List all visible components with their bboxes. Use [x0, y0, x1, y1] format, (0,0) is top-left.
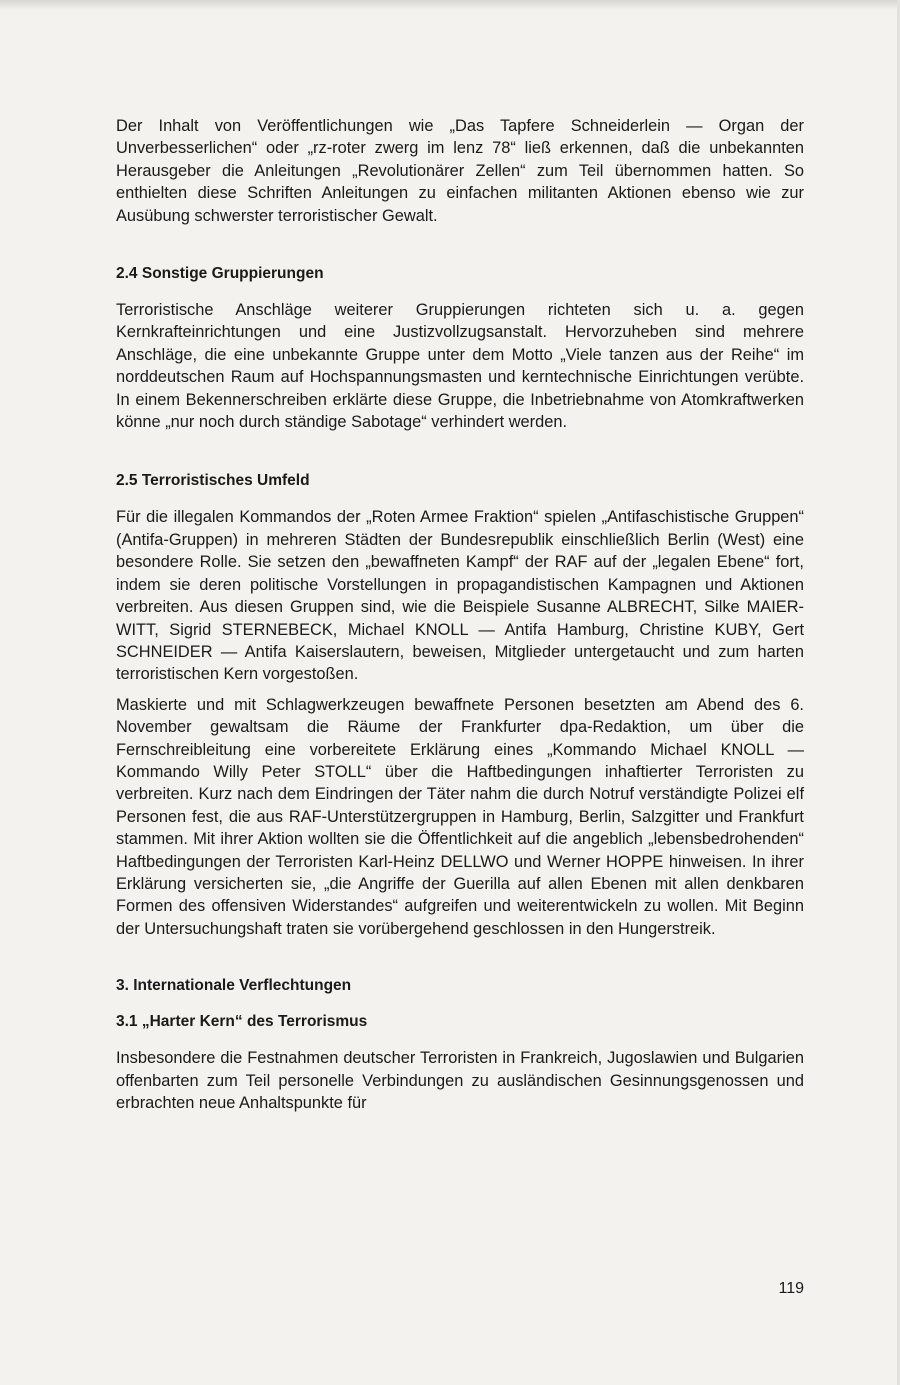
- section-2-4-heading: 2.4 Sonstige Gruppierungen: [116, 265, 324, 283]
- section-2-4-paragraph: Terroristische Anschläge weiterer Gruppierungen richteten sich u. a. gegen Kernkrafteinrichtungen und eine Justizvollzugsanstalt. Hervorzuheben sind mehrere Anschläge, die eine unbekannte Gruppe unter dem Motto „Viele tanzen aus der Reihe“ im norddeutschen Raum auf Hochspannungsmasten und kerntechnische Einrichtungen verübte. In einem Bekennerschreiben erklärte diese Gruppe, die Inbetriebnahme von Atomkraftwerken könne „nur noch durch ständige Sabotage“ verhindert werden.: [116, 301, 804, 432]
- section-2-5-paragraph-1: Für die illegalen Kommandos der „Roten Armee Fraktion“ spielen „Antifaschistische Gruppen“ (Antifa-Gruppen) in mehreren Städten der Bundesrepublik einschließlich Berlin (West) eine besondere Rolle. Sie setzen den „bewaffneten Kampf“ der RAF auf der „legalen Ebene“ fort, indem sie deren politische Vorstellungen in propagandistischen Kampagnen und Aktionen verbreiten. Aus diesen Gruppen sind, wie die Beispiele Susanne ALBRECHT, Silke MAIER-WITT, Sigrid STERNEBECK, Michael KNOLL — Antifa Hamburg, Christine KUBY, Gert SCHNEIDER — Antifa Kaiserslautern, beweisen, Mitglieder untergetaucht und zum harten terroristischen Kern vorgestoßen.: [116, 508, 804, 684]
- section-3-1-paragraph: Insbesondere die Festnahmen deutscher Terroristen in Frankreich, Jugoslawien und Bulgarien offenbarten zum Teil personelle Verbindungen zu ausländischen Gesinnungsgenossen und erbrachten neue Anhaltspunkte für: [116, 1049, 804, 1112]
- section-2-5-paragraph-2: Maskierte und mit Schlagwerkzeugen bewaffnete Personen besetzten am Abend des 6. November gewaltsam die Räume der Frankfurter dpa-Redaktion, um über die Fernschreibleitung eine vorbereitete Erklärung eines „Kommando Michael KNOLL — Kommando Willy Peter STOLL“ über die Haftbedingungen inhaftierter Terroristen zu verbreiten. Kurz nach dem Eindringen der Täter nahm die durch Notruf verständigte Polizei elf Personen fest, die aus RAF-Unterstützergruppen in Hamburg, Berlin, Salzgitter und Frankfurt stammen. Mit ihrer Aktion wollten sie die Öffentlichkeit auf die angeblich „lebensbedrohenden“ Haftbedingungen der Terroristen Karl-Heinz DELLWO und Werner HOPPE hinweisen. In ihrer Erklärung versicherten sie, „die Angriffe der Guerilla auf allen Ebenen mit allen denkbaren Formen des offensiven Widerstandes“ aufgreifen und weiterentwickeln zu wollen. Mit Beginn der Untersuchungshaft traten sie vorübergehend geschlossen in den Hungerstreik.: [116, 695, 804, 938]
- section-3-heading: 3. Internationale Verflechtungen: [116, 977, 352, 995]
- scan-top-edge: [0, 0, 900, 10]
- section-2-5-heading: 2.5 Terroristisches Umfeld: [116, 472, 310, 490]
- section-3-1-heading: 3.1 „Harter Kern“ des Terrorismus: [116, 1013, 368, 1031]
- document-page: [116, 115, 804, 1114]
- intro-paragraph: Der Inhalt von Veröffentlichungen wie „Das Tapfere Schneiderlein — Organ der Unverbesserlichen“ oder „rz-roter zwerg im lenz 78“ ließ erkennen, daß die unbekannten Herausgeber die Anleitungen „Revolutionärer Zellen“ zum Teil übernommen hatten. So enthielten diese Schriften Anleitungen zu einfachen militanten Aktionen ebenso wie zur Ausübung schwerster terroristischer Gewalt.: [116, 117, 804, 225]
- page-number: 119: [778, 1280, 804, 1297]
